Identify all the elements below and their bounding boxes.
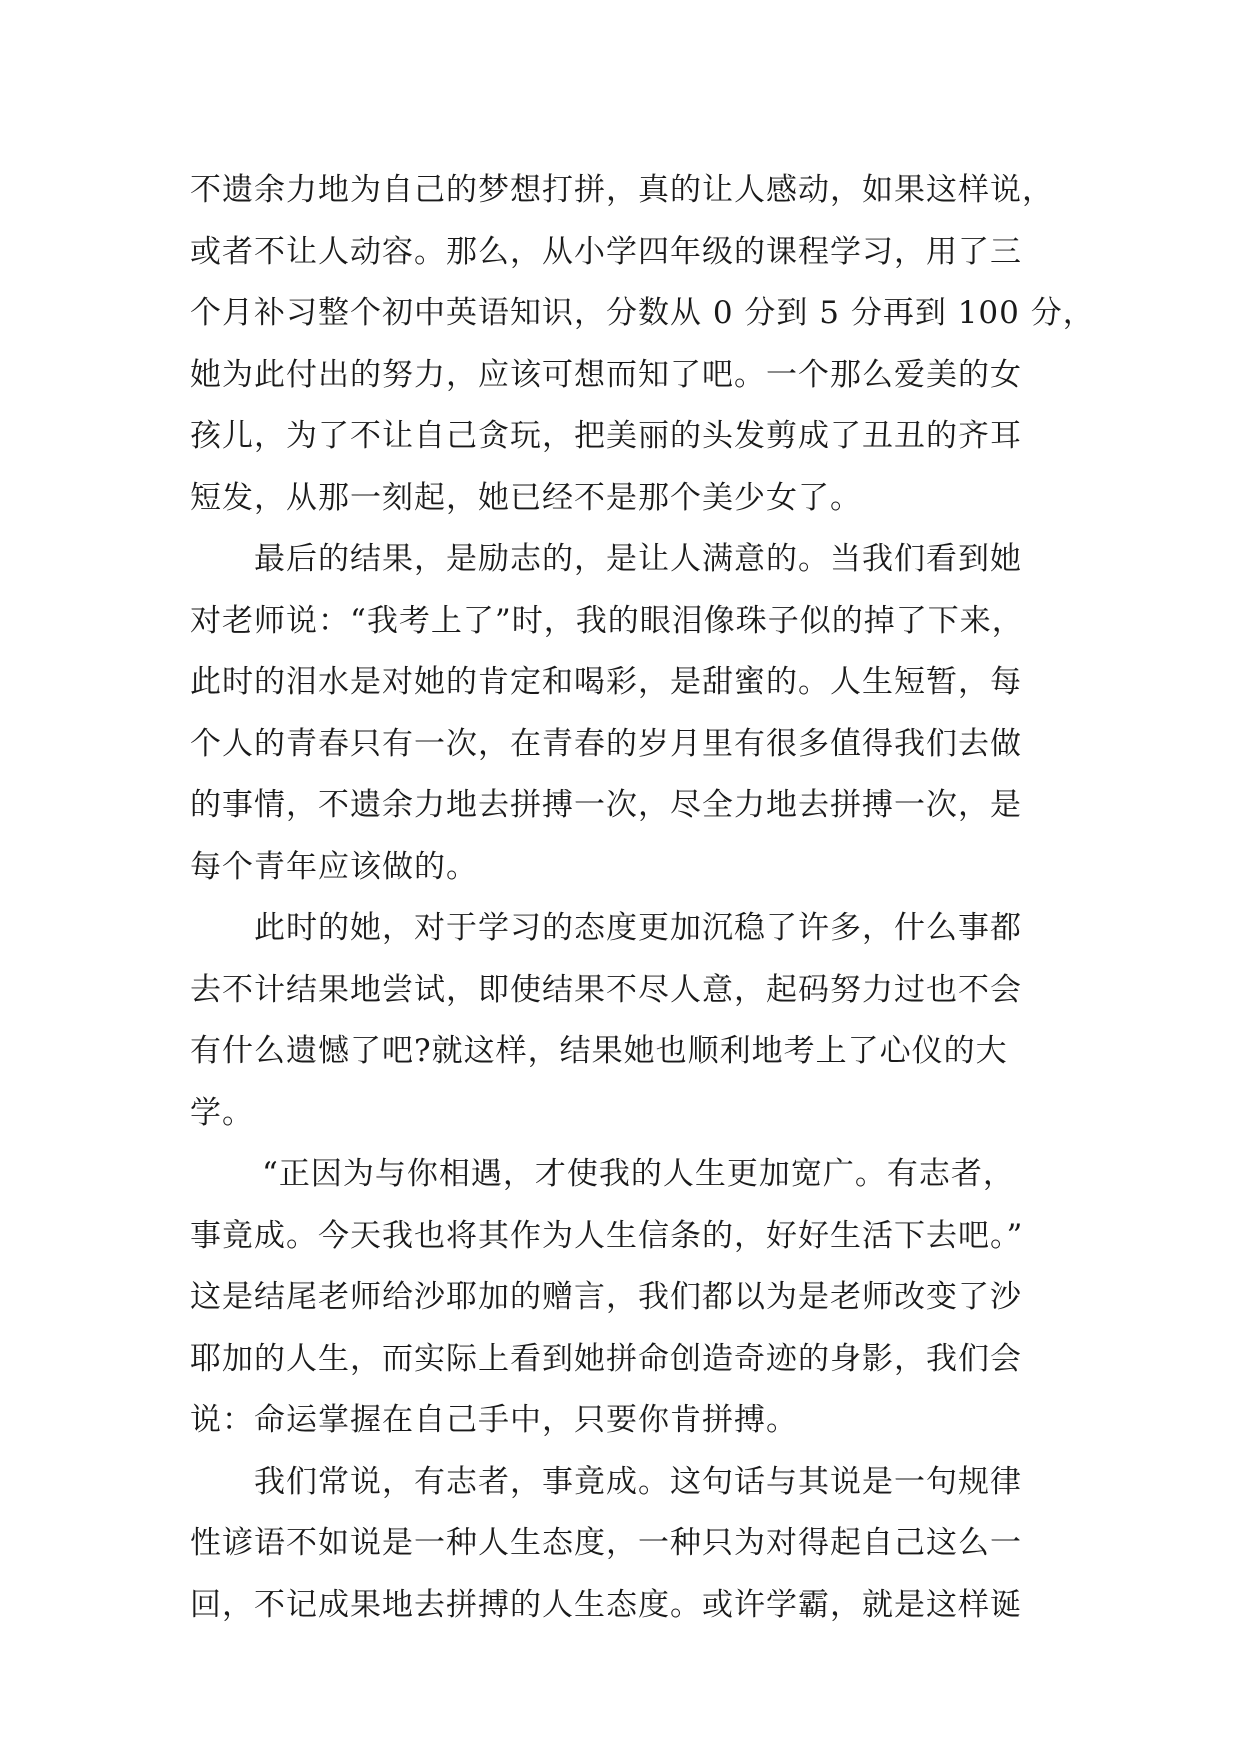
paragraph-start-line: 我们常说，有志者，事竟成。这句话与其说是一句规律: [254, 1463, 1022, 1500]
text-line: 她为此付出的努力，应该可想而知了吧。一个那么爱美的女: [190, 356, 1022, 393]
text-line: 学。: [190, 1094, 254, 1131]
text-line: 或者不让人动容。那么，从小学四年级的课程学习，用了三: [190, 233, 1022, 270]
text-line: 个月补习整个初中英语知识，分数从 0 分到 5 分再到 100 分，: [190, 295, 1095, 331]
text-line: 短发，从那一刻起，她已经不是那个美少女了。: [190, 479, 862, 516]
text-line: 去不计结果地尝试，即使结果不尽人意，起码努力过也不会: [190, 971, 1022, 1008]
text-line: 每个青年应该做的。: [190, 848, 478, 885]
text-line: 回，不记成果地去拼搏的人生态度。或许学霸，就是这样诞: [190, 1586, 1022, 1623]
text-line: 的事情，不遗余力地去拼搏一次，尽全力地去拼搏一次，是: [190, 787, 1022, 823]
paragraph-start-line: 此时的她，对于学习的态度更加沉稳了许多，什么事都: [254, 910, 1022, 946]
text-line: 事竟成。今天我也将其作为人生信条的，好好生活下去吧。”: [190, 1217, 1024, 1254]
body-text: [190, 160, 1095, 1636]
text-line: 此时的泪水是对她的肯定和喝彩，是甜蜜的。人生短暂，每: [190, 664, 1022, 700]
paragraph-start-line: “正因为与你相遇，才使我的人生更加宽广。有志者，: [262, 1156, 1015, 1192]
text-line: 这是结尾老师给沙耶加的赠言，我们都以为是老师改变了沙: [190, 1279, 1022, 1315]
text-line: 性谚语不如说是一种人生态度，一种只为对得起自己这么一: [190, 1525, 1022, 1561]
text-line: 耶加的人生，而实际上看到她拼命创造奇迹的身影，我们会: [190, 1340, 1022, 1377]
text-line: 孩儿，为了不让自己贪玩，把美丽的头发剪成了丑丑的齐耳: [190, 418, 1022, 454]
paragraph-start-line: 最后的结果，是励志的，是让人满意的。当我们看到她: [254, 541, 1022, 577]
text-line: 对老师说：“我考上了”时，我的眼泪像珠子似的掉了下来，: [190, 602, 1024, 639]
text-line: 不遗余力地为自己的梦想打拼，真的让人感动，如果这样说，: [190, 172, 1054, 208]
text-line: 个人的青春只有一次，在青春的岁月里有很多值得我们去做: [190, 725, 1022, 762]
text-line: 说：命运掌握在自己手中，只要你肯拼搏。: [190, 1402, 798, 1438]
text-line: 有什么遗憾了吧?就这样，结果她也顺利地考上了心仪的大: [190, 1033, 1008, 1069]
